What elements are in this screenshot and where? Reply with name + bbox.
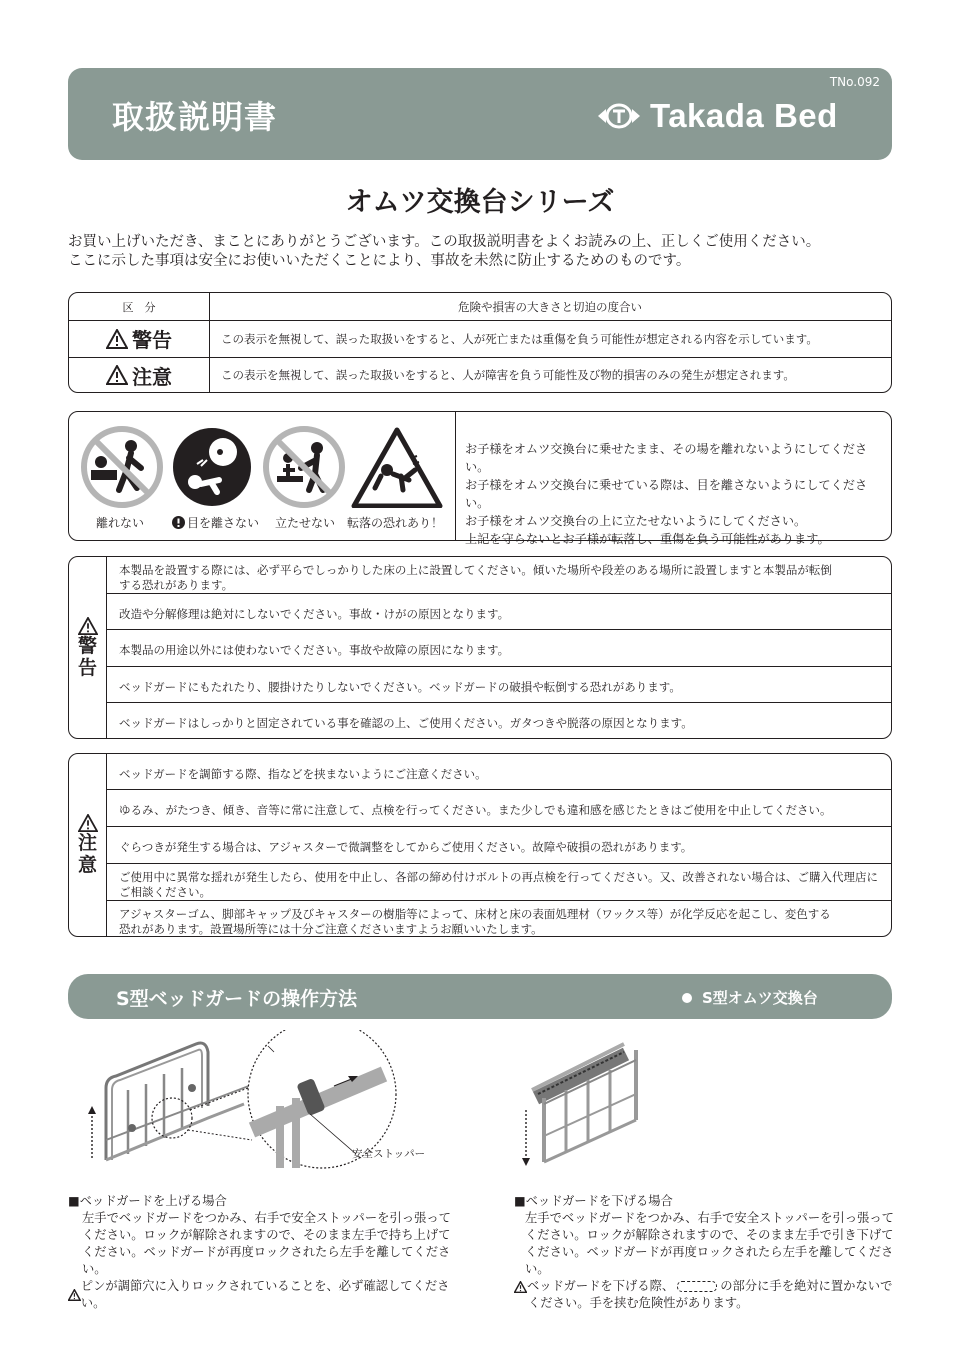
warning-item: 本製品を設置する際には、必ず平らでしっかりした床の上に設置してください。傾いた場所や段差のある場所に設置しますと本製品が転倒 する恐れがあります。 bbox=[106, 557, 891, 594]
no-leaving-icon bbox=[81, 426, 163, 508]
section-title: S型ベッドガードの操作方法 bbox=[116, 988, 358, 1010]
raise-instructions: ■ベッドガードを上げる場合 左手でベッドガードをつかみ、右手で安全ストッパーを引っ張って ください。ロックが解除されますので、そのまま左手で持ち上げて ください。ベッドガードが再度ロックされたら左手を離してください。 ピンが調節穴に入りロックされていることを、必ず確認してください。 bbox=[68, 1193, 468, 1312]
warning-item: 本製品の用途以外には使わないでください。事故や故障の原因になります。 bbox=[106, 630, 891, 667]
caution-item: ゆるみ、がたつき、傾き、音等に常に注意して、点検を行ってください。また少しでも違和感を感じたときはご使用を中止してください。 bbox=[106, 790, 891, 827]
takada-logo-icon bbox=[596, 101, 642, 131]
intro-line: お買い上げいただき、まことにありがとうございます。この取扱説明書をよくお読みの上、正しくご使用ください。 bbox=[68, 234, 821, 250]
caution-triangle-icon bbox=[106, 365, 128, 385]
warning-table bbox=[68, 556, 892, 739]
intro-text bbox=[68, 233, 908, 271]
caution-triangle-icon bbox=[78, 814, 98, 832]
brand-name: Takada Bed bbox=[650, 97, 838, 134]
eyes-on-child-icon bbox=[171, 426, 253, 508]
caution-triangle-icon bbox=[68, 1289, 81, 1301]
legend-row-caution bbox=[69, 357, 891, 393]
picto-label: 立たせない bbox=[275, 516, 336, 530]
legend-row-warning bbox=[69, 320, 891, 358]
legend-header-row bbox=[69, 293, 891, 321]
no-standing-icon bbox=[263, 426, 345, 508]
legend-col1-header: 区 分 bbox=[69, 293, 210, 320]
bullet-icon bbox=[682, 993, 692, 1003]
instruction-heading: ■ベッドガードを上げる場合 bbox=[68, 1194, 227, 1208]
lower-instructions: ■ベッドガードを下げる場合 左手でベッドガードをつかみ、右手で安全ストッパーを引っ張って ください。ロックが解除されますので、そのまま左手で引き下げて ください。ベッドガードが再度ロックされたら左手を離してください。 ベッドガードを下げる際、 の部分に手を絶対に置かないで ください。手を挟む危険性があります。 bbox=[514, 1193, 904, 1312]
fall-hazard-icon bbox=[351, 426, 443, 508]
pictogram-panel bbox=[68, 411, 892, 546]
pinch-area-icon bbox=[677, 1281, 717, 1292]
legend-level-label: 注意 bbox=[132, 364, 172, 389]
legend-description: この表示を無視して、誤った取扱いをすると、人が障害を負う可能性及び物的損害のみの発生が想定されます。 bbox=[221, 368, 795, 382]
caution-table bbox=[68, 753, 892, 937]
caution-item: アジャスターゴム、脚部キャップ及びキャスターの樹脂等によって、床材と床の表面処理材（ワックス等）が化学反応を起こし、変色する 恐れがあります。設置場所等には十分ご注意くださいますようお願いいたします。 bbox=[119, 906, 831, 936]
warning-triangle-icon bbox=[78, 617, 98, 635]
legend-level-label: 警告 bbox=[132, 328, 172, 352]
stopper-label: 安全ストッパー bbox=[352, 1148, 426, 1160]
instruction-note: ピンが調節穴に入りロックされていることを、必ず確認してください。 bbox=[80, 1279, 450, 1310]
pictogram-description bbox=[465, 440, 891, 548]
warning-triangle-icon bbox=[106, 329, 128, 349]
caution-triangle-icon bbox=[514, 1281, 527, 1293]
picto-label: 離れない bbox=[96, 516, 145, 530]
lower-guard-diagram bbox=[514, 1036, 654, 1172]
document-code: TNo.092 bbox=[829, 75, 880, 89]
picto-text-line: お子様をオムツ交換台の上に立たせないようにしてください。 bbox=[465, 514, 807, 528]
picto-text-line: お子様をオムツ交換台に乗せたまま、その場を離れないようにしてください。 bbox=[465, 442, 868, 474]
intro-line: ここに示した事項は安全にお使いいただくことにより、事故を未然に防止するためのものです。 bbox=[68, 253, 691, 269]
manual-title: 取扱説明書 bbox=[112, 98, 278, 136]
legend-description: この表示を無視して、誤った取扱いをすると、人が死亡または重傷を負う可能性が想定される内容を示しています。 bbox=[221, 331, 818, 346]
legend-col2-header: 危険や損害の大きさと切迫の度合い bbox=[458, 299, 642, 314]
warning-item: 改造や分解修理は絶対にしないでください。事故・けがの原因となります。 bbox=[106, 594, 891, 630]
document-title: オムツ交換台シリーズ bbox=[345, 187, 615, 218]
picto-text-line: お子様をオムツ交換台に乗せている際は、目を離さないようにしてください。 bbox=[465, 478, 868, 510]
picto-text-line: 上記を守らないとお子様が転落し、重傷を負う可能性があります。 bbox=[465, 532, 830, 546]
caution-item: ぐらつきが発生する場合は、アジャスターで微調整をしてからご使用ください。故障や破損の恐れがあります。 bbox=[106, 827, 891, 864]
signal-word-legend bbox=[68, 292, 892, 393]
caution-side-label: 注 意 bbox=[69, 754, 107, 936]
caution-item: ご使用中に異常な揺れが発生したら、使用を中止し、各部の締め付けボルトの再点検を行ってください。又、改善されない場合は、ご購入代理店に ご相談ください。 bbox=[106, 864, 891, 901]
section-subtitle: S型オムツ交換台 bbox=[682, 987, 818, 1008]
warning-item: ベッドガードはしっかりと固定されている事を確認の上、ご使用ください。ガタつきや脱落の原因となります。 bbox=[119, 716, 693, 730]
caution-item: ベッドガードを調節する際、指などを挟まないようにご注意ください。 bbox=[106, 754, 891, 790]
warning-item: ベッドガードにもたれたり、腰掛けたりしないでください。ベッドガードの破損や転倒する恐れがあります。 bbox=[106, 667, 891, 703]
instruction-heading: ■ベッドガードを下げる場合 bbox=[514, 1194, 673, 1208]
picto-label: 転落の恐れあり！ bbox=[347, 516, 444, 530]
warning-side-label: 警 告 bbox=[69, 557, 107, 738]
brand-logo bbox=[596, 97, 838, 135]
exclamation-icon bbox=[172, 516, 185, 529]
picto-label: 目を離さない bbox=[187, 516, 260, 530]
